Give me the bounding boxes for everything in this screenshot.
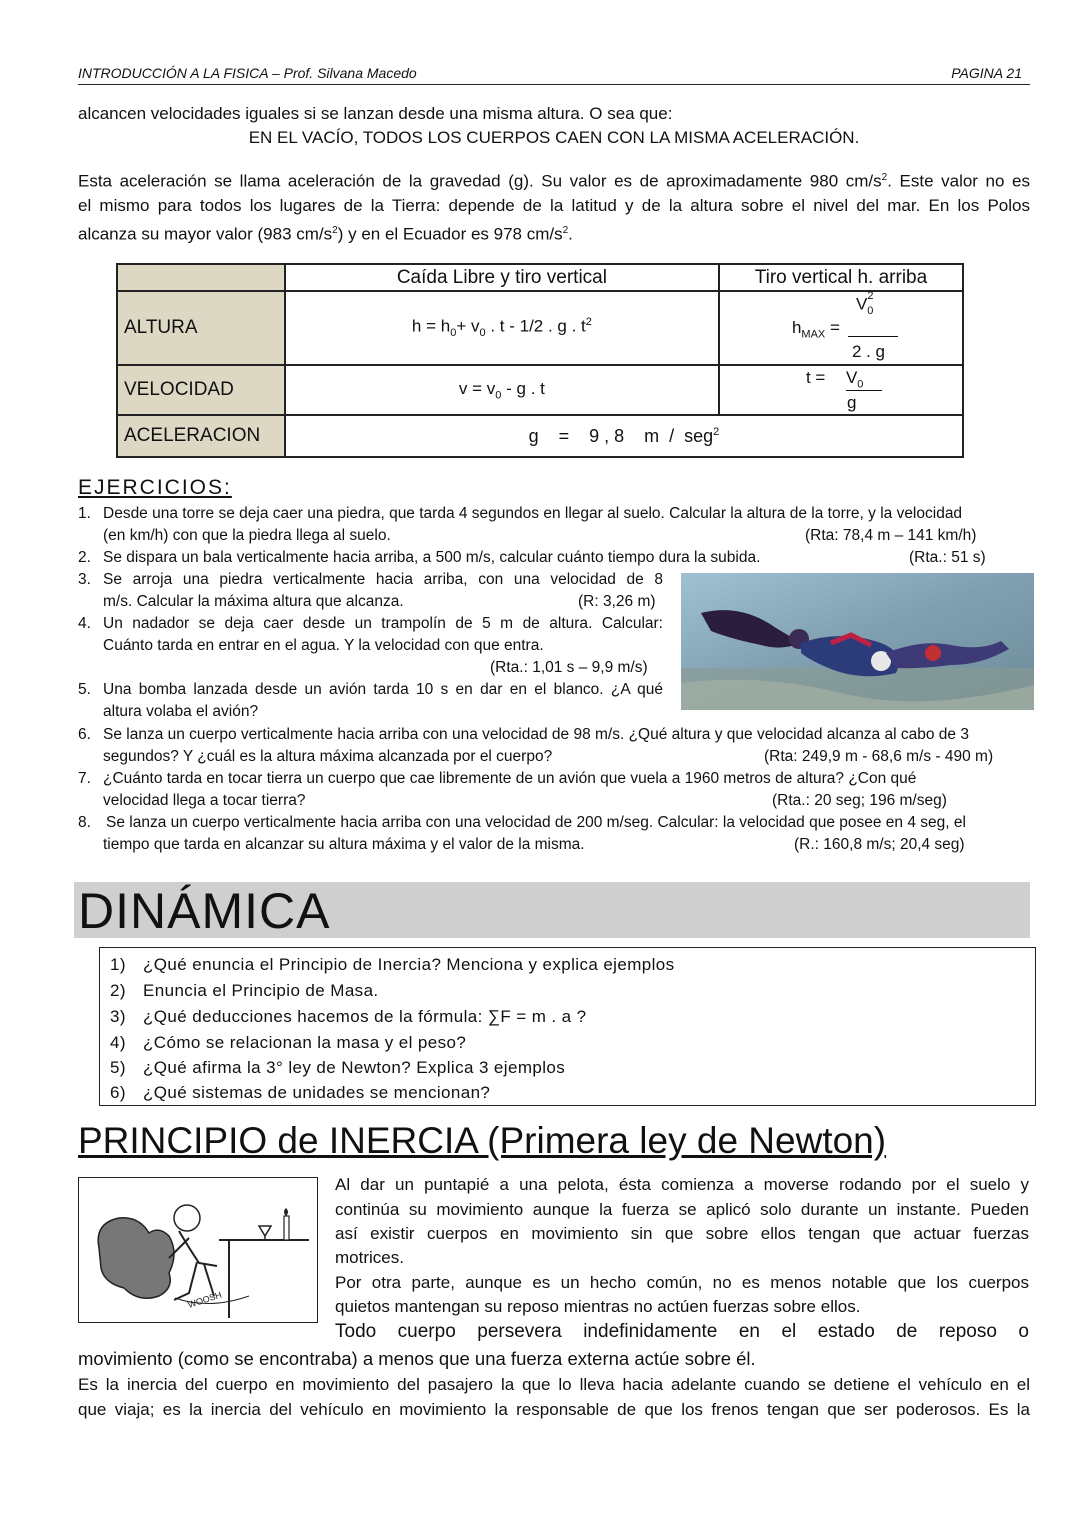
inercia-paragraph-2: Por otra parte, aunque es un hecho común, no es menos notable que los cuerpos [335,1273,1029,1292]
gravity-line-3: alcanza su mayor valor (983 $cm/s^2$) y en el Ecuador es 978 $cm/s^2$. [78,224,573,244]
intro-line: alcancen velocidades iguales si se lanzan desde una misma altura. O sea que: [78,104,673,123]
answer-6: (Rta: 249,9 m - 68,6 m/s - 490 m) [764,748,994,765]
formula-altura: $h = h_0+ v_0$ . t - 1/2 . g . $t^2$ [285,291,719,365]
formula-tiempo: t = $V_0$ g [719,365,963,415]
inercia-heading: PRINCIPIO de INERCIA (Primera ley de Newton) [78,1120,887,1161]
exercises-heading: EJERCICIOS: [78,476,232,499]
answer-2: (Rta.: 51 s) [909,549,986,566]
answer-7: (Rta.: 20 seg; 196 m/seg) [772,792,947,809]
exercise-7: 7. ¿Cuánto tarda en tocar tierra un cuerpo que cae libremente de un avión que vuela a 1960 metros de altura? ¿Con qué velocidad llega a tocar tierra? (Rta.: 20 seg; 196 m/seg) [78,768,1030,812]
exercise-8: 8. Se lanza un cuerpo verticalmente hacia arriba con una velocidad de 200 m/seg. Calcular: la velocidad que posee en 4 seg, el tiempo que tarda en alcanzar su altura máxima y el valor de la misma. (R.: 160,8 m/s; 20,4 seg) [78,812,1030,856]
exercise-3: 3. Se arroja una piedra verticalmente hacia arriba, con una velocidad de 8 m/s. Calcular la máxima altura que alcanza. (R: 3,26 m) [78,569,668,613]
question-2: 2) Enuncia el Principio de Masa. [110,981,379,1000]
question-1: 1) ¿Qué enuncia el Principio de Inercia? Menciona y explica ejemplos [110,955,675,974]
inercia-paragraph-1: Al dar un puntapié a una pelota, ésta comienza a moverse rodando por el suelo y continúa su movimiento aunque la fuerza se aplicó solo durante un instante. Pueden así existir cuerpos en movimiento sin que sobre ellos tengan que actuar fuerzas [335,1175,1029,1243]
intro-statement: EN EL VACÍO, TODOS LOS CUERPOS CAEN CON LA MISMA ACELERACIÓN. [248,128,860,147]
formula-velocidad: $v = v_0 - g$ . t [285,365,719,415]
row-header-altura: ALTURA [117,291,285,365]
header-title: INTRODUCCIÓN A LA FISICA – Prof. Silvana Macedo [78,65,417,81]
dinamica-banner [74,882,1030,938]
formula-hmax: $V_0^2$ $h_{MAX}$ = 2 . g [719,291,963,365]
answer-8: (R.: 160,8 m/s; 20,4 seg) [794,836,965,853]
skydivers-photo [681,573,1034,710]
row-header-velocidad: VELOCIDAD [117,365,285,415]
cartoon-sound: WOOSH [186,1289,223,1310]
answer-3: (R: 3,26 m) [578,593,656,610]
dinamica-title: DINÁMICA [78,883,331,939]
questions-box [99,947,1036,1106]
page-header [78,64,1030,85]
gravity-line-1: Esta aceleración se llama aceleración de la gravedad (g). Su valor es de aproximadamente 980 $cm/s^2$. Este valor no es [78,171,1031,191]
inercia-paragraph-1-end: motrices. [335,1248,404,1267]
gravity-line-2: el mismo para todos los lugares de la Tierra: depende de la latitud y de la altura sobre el nivel del mar. En los Polos [78,196,1030,216]
answer-1: (Rta: 78,4 m – 141 km/h) [805,527,977,544]
exercise-2: 2. Se dispara un bala verticalmente hacia arriba, a 500 m/s, calcular cuánto tiempo dura la subida. (Rta.: 51 s) [78,547,1030,569]
question-5: 5) ¿Qué afirma la 3° ley de Newton? Explica 3 ejemplos [110,1058,566,1077]
exercise-1: 1. Desde una torre se deja caer una piedra, que tarda 4 segundos en llegar al suelo. Calcular la altura de la torre, y la velocidad (en km/h) con que la piedra llega al suelo. (Rta: 78,4 m – 141 km/h) [78,503,1030,547]
exercise-5: 5. Una bomba lanzada desde un avión tarda 10 s en dar en el blanco. ¿A qué altura volaba el avión? [78,681,663,720]
exercise-4: 4. Un nadador se deja caer desde un trampolín de 5 m de altura. Calcular: Cuánto tarda en entrar en el agua. Y la velocidad con que entra. (Rta.: 1,01 s – 9,9 m/s) [78,613,668,679]
inercia-principle-line-2: movimiento (como se encontraba) a menos que una fuerza externa actúe sobre él. [78,1348,756,1369]
inercia-paragraph-2-end: quietos mantengan su reposo mientras no actúen fuerzas sobre ellos. [335,1297,861,1316]
exercise-6: 6. Se lanza un cuerpo verticalmente hacia arriba con una velocidad de 98 m/s. ¿Qué altura y que velocidad alcanza al cabo de 3 segundos? Y ¿cuál es la altura máxima alcanzada por el cuerpo? (Rta: 249,9 m - 68,6 m/s - 490 m) [78,724,1030,768]
kick-cartoon [78,1177,318,1323]
question-3: 3) ¿Qué deducciones hacemos de la fórmula: ∑F = m . a ? [110,1007,587,1026]
question-6: 6) ¿Qué sistemas de unidades se mencionan? [110,1083,491,1102]
column-header-tiro-vertical: Tiro vertical h. arriba [719,264,963,291]
inercia-paragraph-4: Es la inercia del cuerpo en movimiento del pasajero la que lo lleva hacia adelante cuando se detiene el vehículo en el que viaja; es la inercia del vehículo en movimiento la responsable de que los frenos tengan que ser poderosos. Es la [78,1375,1030,1419]
page-number: PAGINA 21 [951,65,1022,81]
formula-table [116,263,964,458]
question-4: 4) ¿Cómo se relacionan la masa y el peso? [110,1033,467,1052]
column-header-caida-libre: Caída Libre y tiro vertical [285,264,719,291]
answer-4: (Rta.: 1,01 s – 9,9 m/s) [490,659,648,676]
gravity-paragraph [78,166,1030,247]
inercia-principle-line-1: Todo cuerpo persevera indefinidamente en el estado de reposo o [335,1321,1029,1342]
formula-aceleracion: g = 9 , 8 m / seg$^2$ [285,415,963,457]
row-header-aceleracion: ACELERACION [117,415,285,457]
table-corner [117,264,285,291]
